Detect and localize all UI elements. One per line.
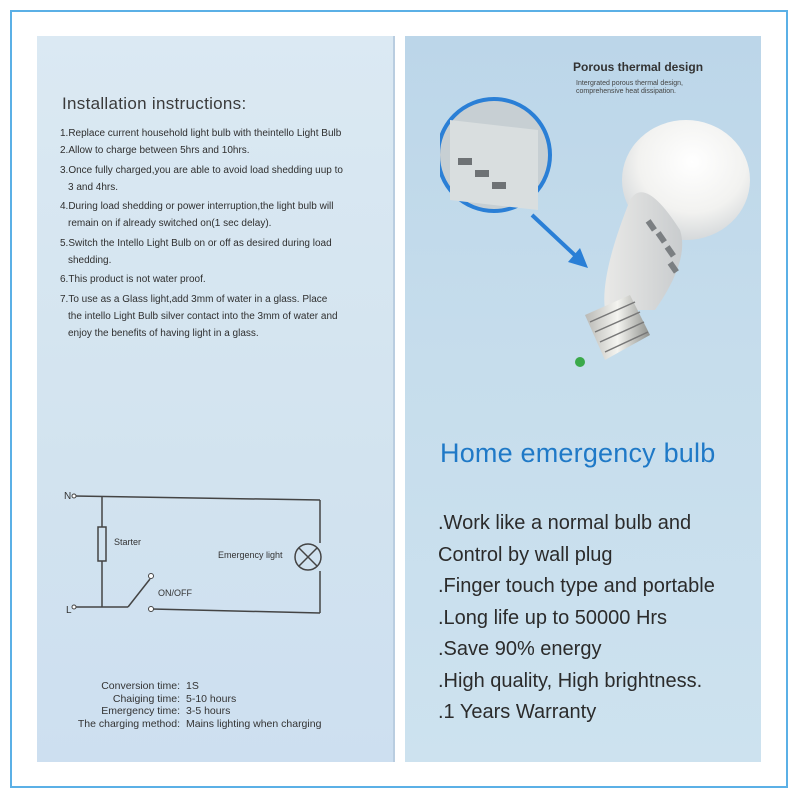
spec-key: Conversion time:	[101, 680, 180, 692]
feature-item: .Save 90% energy	[438, 638, 602, 660]
instruction-text: 3.Once fully charged,you are able to avoid load shedding uup to	[60, 164, 343, 176]
instructions-title: Installation instructions:	[62, 94, 247, 113]
instruction-item	[60, 165, 380, 194]
spec-key: Emergency time:	[101, 705, 180, 717]
spec-key: The charging method:	[77, 717, 180, 730]
zoom-detail	[450, 120, 538, 210]
n-label: N	[64, 491, 72, 502]
instruction-item	[60, 201, 380, 230]
thermal-desc-line: Intergrated porous thermal design,	[576, 80, 684, 87]
base-contact	[575, 357, 585, 367]
instruction-text: 3 and 4hrs.	[68, 181, 119, 193]
spec-row	[62, 705, 321, 718]
instruction-item	[60, 294, 380, 340]
instruction-text: 2.Allow to charge between 5hrs and 10hrs.	[60, 145, 250, 157]
onoff-label: ON/OFF	[158, 588, 192, 598]
instructions-list	[60, 128, 380, 340]
l-label: L	[66, 605, 72, 616]
specs-table	[62, 680, 321, 730]
instruction-text: remain on if already switched on(1 sec delay).	[68, 218, 272, 230]
spec-key: Chaiging time:	[112, 692, 180, 705]
feature-item: .Long life up to 50000 Hrs	[438, 606, 668, 629]
emergency-light-label: Emergency light	[218, 550, 283, 560]
instruction-text: shedding.	[68, 255, 112, 267]
instruction-item	[60, 238, 380, 267]
circuit-diagram	[62, 485, 362, 625]
instruction-text: 5.Switch the Intello Light Bulb on or off as desired during load	[60, 237, 332, 249]
thermal-design-title: Porous thermal design	[573, 60, 704, 74]
product-title: Home emergency bulb	[440, 438, 716, 468]
thermal-desc-line: comprehensive heat dissipation.	[576, 88, 677, 95]
spec-row	[62, 693, 321, 706]
instruction-text: enjoy the benefits of having light in a glass.	[68, 328, 259, 340]
instruction-item	[60, 145, 380, 156]
arrow-icon	[532, 215, 580, 260]
instruction-text: 7.To use as a Glass light,add 3mm of water in a glass. Place	[60, 293, 328, 305]
instruction-text: 1.Replace current household light bulb with theintello Light Bulb	[60, 128, 342, 139]
spec-row	[62, 718, 321, 731]
starter-label: Starter	[114, 537, 142, 547]
feature-item: .Finger touch type and portable	[438, 575, 715, 597]
features-list	[438, 508, 715, 729]
instruction-text: 6.This product is not water proof.	[60, 274, 206, 286]
instruction-item	[60, 274, 380, 285]
feature-item: .1 Years Warranty	[438, 701, 597, 723]
spec-value: 1S	[186, 680, 199, 692]
instruction-text: 4.During load shedding or power interruption,the light bulb will	[60, 201, 334, 213]
feature-item: .Work like a normal bulb and	[438, 512, 692, 534]
spec-value: 5-10 hours	[186, 692, 237, 705]
instruction-text: the intello Light Bulb silver contact into the 3mm of water and	[68, 310, 338, 322]
feature-item: Control by wall plug	[438, 543, 613, 566]
instruction-item	[60, 128, 380, 139]
spec-value: 3-5 hours	[186, 705, 231, 717]
bulb-image	[440, 60, 750, 390]
spec-value: Mains lighting when charging	[186, 717, 322, 730]
spec-row	[62, 680, 321, 693]
feature-item: .High quality, High brightness.	[438, 669, 703, 692]
